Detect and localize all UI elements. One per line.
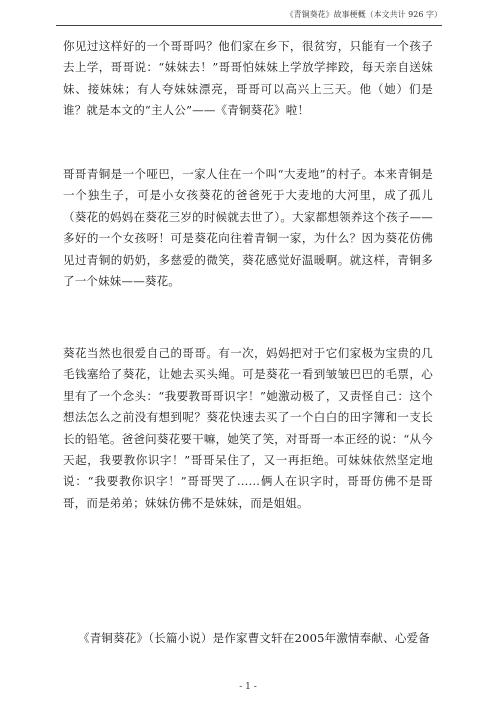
paragraph-4: 《青铜葵花》（长篇小说）是作家曹文轩在2005年激情奉献、心爱备: [78, 631, 430, 645]
page-number: - 1 -: [239, 682, 257, 692]
paragraph-2: 哥哥青铜是一个哑巴，一家人住在一个叫“大麦地”的村子。本来青铜是一个独生子，可是小女孩葵花的爸爸死于大麦地的大河里，成了孤儿（葵花的妈妈在葵花三岁的时候就去世了）。大家都想领养这个孩子——多好的一个女孩呀！可是葵花向往着青铜一家，为什么？因为葵花仿佛见过青铜的奶奶，多慈爱的微笑，葵花感觉好温暖啊。就这样，青铜多了一个妹妹——葵花。: [63, 167, 433, 289]
page-header: 《青铜葵花》故事梗概（本文共计 926 字）: [285, 10, 442, 19]
paragraph-1: 你见过这样好的一个哥哥吗？他们家在乡下，很贫穷，只能有一个孩子去上学，哥哥说：“妹妹去！”哥哥怕妹妹上学放学摔跤，每天亲自送妹妹、接妹妹；有人夸妹妹漂亮，哥哥可以高兴上三天。他（她）们是谁？就是本文的“主人公”——《青铜葵花》啦！: [63, 39, 433, 118]
header-rule: [56, 25, 442, 26]
paragraph-3: 葵花当然也很爱自己的哥哥。有一次，妈妈把对于它们家极为宝贵的几毛钱塞给了葵花，让她去买头绳。可是葵花一看到皱皱巴巴的毛票，心里有了一个念头：“我要教哥哥识字！”她激动极了，又责怪自己：这个想法怎么之前没有想到呢？葵花快速去买了一个白白的田字簿和一支长长的铅笔。爸爸问葵花要干嘛，她笑了笑，对哥哥一本正经的说：“从今天起，我要教你识字！”哥哥呆住了，又一再拒绝。可妹妹依然坚定地说：“我要教你识字！”哥哥哭了……俩人在识字时，哥哥仿佛不是哥哥，而是弟弟；妹妹仿佛不是妹妹，而是姐姐。: [63, 346, 433, 510]
